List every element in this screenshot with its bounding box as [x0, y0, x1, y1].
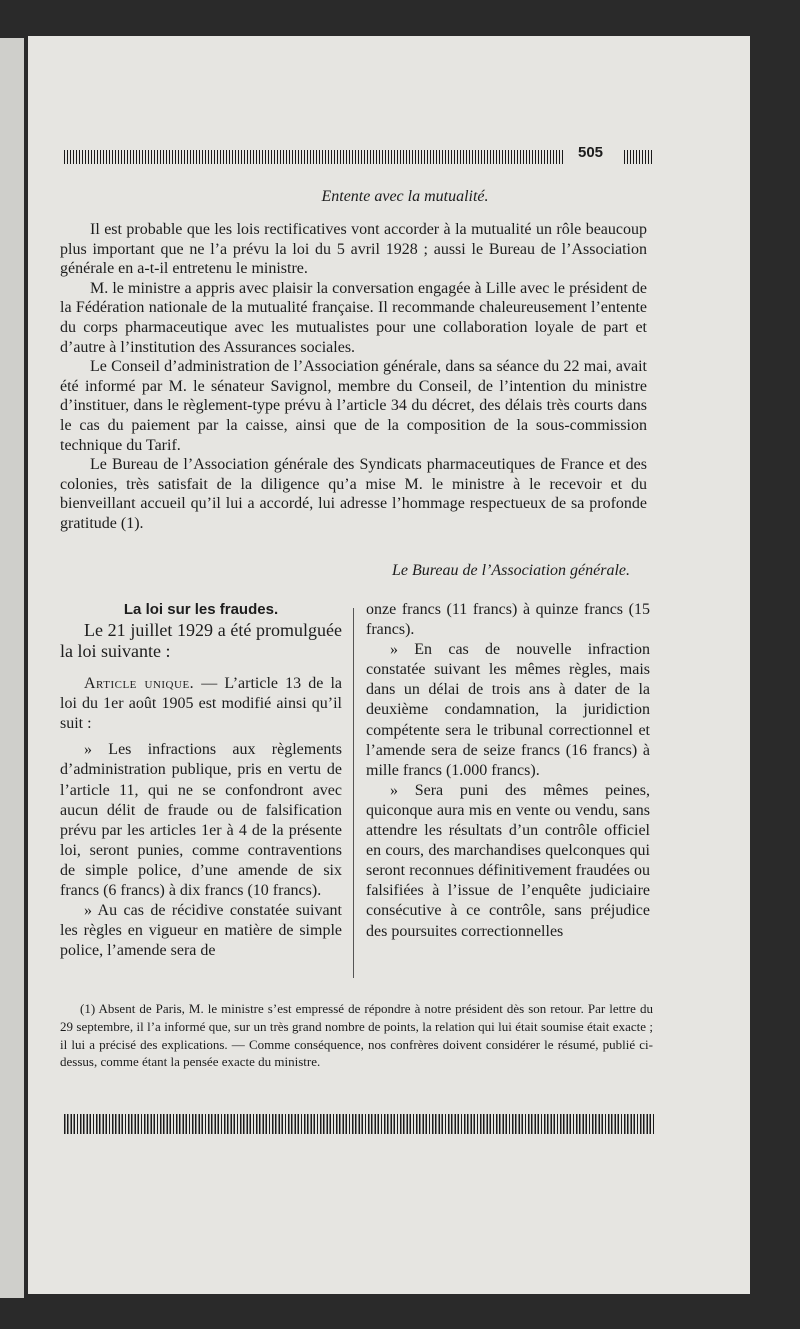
article-text: — L’article 13 de la loi du 1er août 1905 est modifié ainsi qu’il suit :	[60, 675, 343, 733]
paragraph: » Sera puni des mêmes peines, quiconque aura mis en vente ou vendu, sans attendre les résultats d’un contrôle officiel en cours, des marchandises quelconques qui seront reconnues définitivement fraudées ou falsifiées à l’issue de l’enquête judiciaire consécutive à ce contrôle, sans préjudice des poursuites correctionnelles	[366, 781, 650, 940]
paragraph: » Au cas de récidive constatée suivant les règles en vigueur en matière de simple police, l’amende sera de	[60, 902, 342, 960]
adjacent-page-edge	[0, 38, 24, 1298]
signature: Le Bureau de l’Association générale.	[391, 562, 630, 579]
paragraph: » En cas de nouvelle infraction constatée suivant les mêmes règles, mais dans un délai de trois ans à dater de la deuxième condamnation, la juridiction compétente sera le tribunal correctionnel et l’amende sera de seize francs (16 francs) à mille francs (1.000 francs).	[366, 641, 650, 779]
article-label: Article unique.	[84, 675, 195, 693]
section-body	[60, 220, 647, 534]
paragraph: M. le ministre a appris avec plaisir la conversation engagée à Lille avec le président de la Fédération nationale de la mutualité française. Il recommande chaleureusement l’entente du corps pharmaceutique avec les mutualistes pour une collaboration loyale de part et d’autre à l’institution des Assurances sociales.	[60, 279, 647, 356]
paragraph: Il est probable que les lois rectificatives vont accorder à la mutualité un rôle beaucoup plus important que ne l’a prévu la loi du 5 avril 1928 ; aussi le Bureau de l’Association générale en a-t-il entretenu le ministre.	[60, 221, 647, 278]
footer-decorative-bar	[64, 1114, 654, 1134]
footnote	[60, 1000, 653, 1071]
header-decorative-bar-right	[624, 150, 654, 164]
paragraph: » Les infractions aux règlements d’administration publique, pris en vertu de l’article 11, qui ne se confondront avec aucun délit de fraude ou de falsification prévu par les articles 1er à 4 de la présente loi, seront punies, comme contraventions de simple police, d’une amende de six francs (6 francs) à dix francs (10 francs).	[60, 741, 342, 900]
column-divider	[353, 608, 354, 978]
law-column-left	[60, 600, 342, 961]
page-number: 505	[578, 144, 604, 161]
paragraph: Le Bureau de l’Association générale des Syndicats pharmaceutiques de France et des colonies, très satisfait de la diligence qu’a mise M. le ministre à le recevoir et du bienveillant accueil qu’il lui a accordé, lui adresse l’hommage respectueux de sa profonde gratitude (1).	[60, 456, 647, 532]
law-intro: Le 21 juillet 1929 a été promulguée la loi suivante :	[60, 620, 342, 662]
article-paragraph	[60, 674, 342, 734]
paragraph: Le Conseil d’administration de l’Association générale, dans sa séance du 22 mai, avait été informé par M. le sénateur Savignol, membre du Conseil, de l’intention du ministre d’instituer, dans le règlement-type prévu à l’article 34 du décret, des délais très courts dans le cas du paiement par la caisse, ainsi que de la composition de la sous-commission technique du Tarif.	[60, 358, 647, 454]
section-title: Entente avec la mutualité.	[321, 188, 489, 205]
law-column-right	[366, 600, 650, 942]
law-title: La loi sur les fraudes.	[123, 601, 279, 618]
footnote-text: (1) Absent de Paris, M. le ministre s’est empressé de répondre à notre président dès son retour. Par lettre du 29 septembre, il l’a informé que, sur un très grand nombre de points, la relation qui lui était soumise était exacte ; il lui a précisé des explications. — Comme conséquence, nos confrères doivent considérer le résumé, publié ci-dessus, comme étant la pensée exacte du ministre.	[60, 1001, 653, 1070]
paragraph: onze francs (11 francs) à quinze francs (15 francs).	[366, 601, 650, 639]
header-decorative-bar-left	[64, 150, 564, 164]
